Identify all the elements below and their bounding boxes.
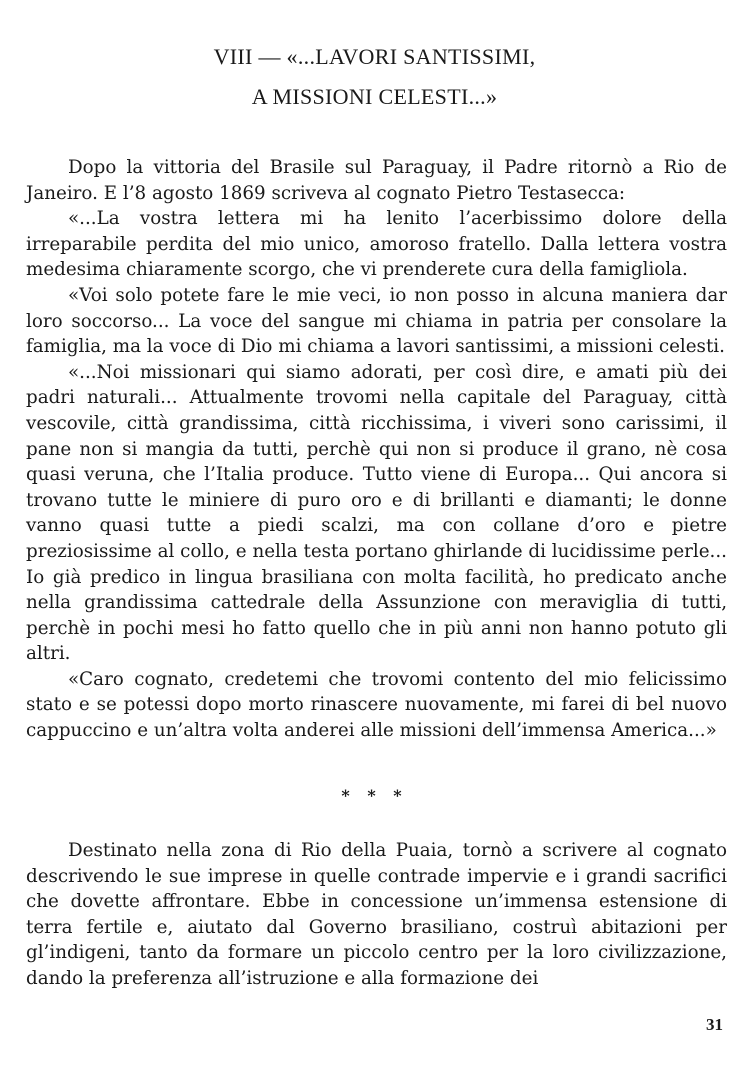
section-separator: * * *: [341, 786, 408, 805]
chapter-title-line-2: A MISSIONI CELESTI...»: [251, 84, 498, 109]
paragraph: «...Noi missionari qui siamo adorati, per così dire, e amati più dei padri naturali... Attualmente trovomi nella capitale del Paraguay, città vescovile, città grandissima, città ricchissima, i viveri sono carissimi, il pane non si mangia da tutti, perchè qui non si produce il grano, nè cosa quasi veruna, che l’Italia produce. Tutto viene di Europa... Qui ancora si trovano tutte le miniere di puro oro e di brillanti e diamanti; le donne vanno quasi tutte a piedi scalzi, ma con collane d’oro e pietre preziosissime al collo, e nella testa portano ghirlande di lucidissime perle... Io già predico in lingua brasiliana con molta facilità, ho predicato anche nella grandissima cattedrale della Assunzione con meraviglia di tutti, perchè in pochi mesi ho fatto quello che in più anni non hanno potuto gli altri.: [26, 361, 727, 665]
chapter-title-line-1: VIII — «...LAVORI SANTISSIMI,: [213, 44, 536, 69]
body-text-section-2: [26, 838, 727, 992]
paragraph: «Voi solo potete fare le mie veci, io non posso in alcuna maniera dar loro soccorso... La voce del sangue mi chiama in patria per consolare la famiglia, ma la voce di Dio mi chiama a lavori santissimi, a missioni celesti.: [26, 284, 727, 358]
paragraph: Dopo la vittoria del Brasile sul Paraguay, il Padre ritornò a Rio de Janeiro. E l’8 agosto 1869 scriveva al cognato Pietro Testasecca:: [26, 157, 727, 204]
page-number: 31: [706, 1015, 723, 1034]
paragraph: «Caro cognato, credetemi che trovomi contento del mio felicissimo stato e se potessi dopo morto rinascere nuovamente, mi farei di bel nuovo cappuccino e un’altra volta anderei alle missioni dell’immensa America...»: [26, 668, 727, 742]
body-text-section-1: [26, 155, 727, 744]
paragraph: Destinato nella zona di Rio della Puaia, tornò a scrivere al cognato descrivendo le sue imprese in quelle contrade impervie e i grandi sacrifici che dovette affrontare. Ebbe in concessione un’immensa estensione di terra fertile e, aiutato dal Governo brasiliano, costruì abitazioni per gl’indigeni, tanto da formare un piccolo centro per la loro civilizzazione, dando la preferenza all’istruzione e alla formazione dei: [26, 840, 727, 989]
paragraph: «...La vostra lettera mi ha lenito l’acerbissimo dolore della irreparabile perdita del mio unico, amoroso fratello. Dalla lettera vostra medesima chiaramente scorgo, che vi prenderete cura della famigliola.: [26, 208, 727, 281]
